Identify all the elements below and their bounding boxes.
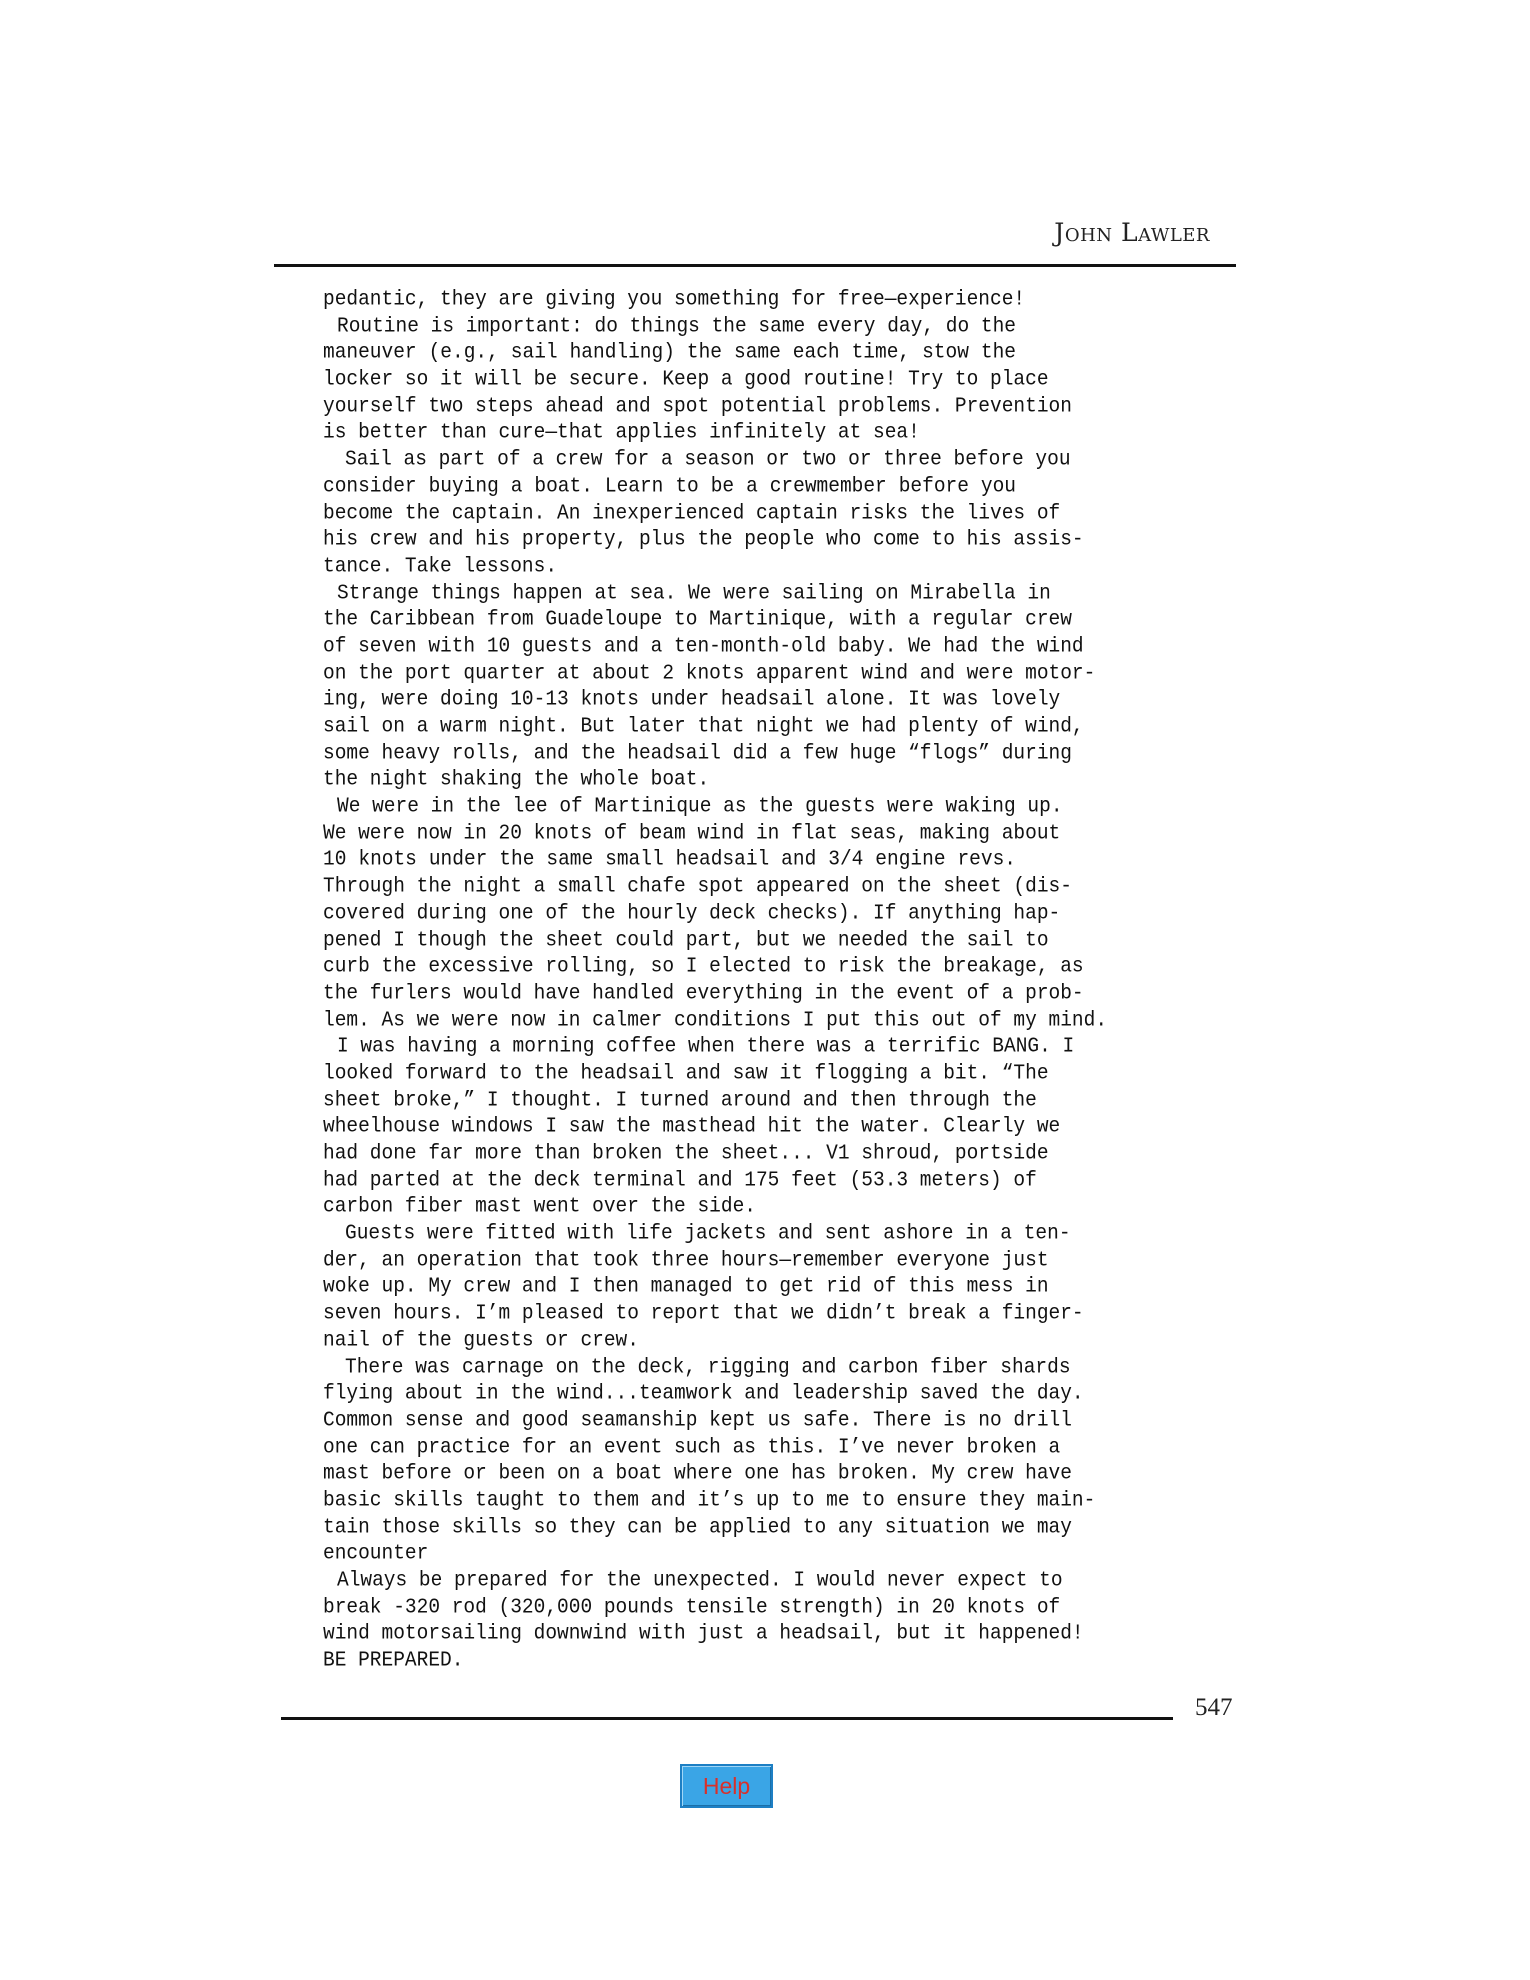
text-line: ing, were doing 10-13 knots under headsail alone. It was lovely bbox=[323, 687, 1061, 712]
text-line: of seven with 10 guests and a ten-month-old baby. We had the wind bbox=[323, 633, 1084, 659]
text-line: encounter bbox=[323, 1541, 429, 1566]
text-line: Through the night a small chafe spot appeared on the sheet (dis- bbox=[323, 873, 1072, 899]
text-line: maneuver (e.g., sail handling) the same each time, stow the bbox=[323, 340, 1016, 365]
text-line: Strange things happen at sea. We were sailing on Mirabella in bbox=[337, 580, 1051, 605]
text-line: the furlers would have handled everything in the event of a prob- bbox=[323, 980, 1084, 1005]
text-line: his crew and his property, plus the people who come to his assis- bbox=[323, 527, 1084, 552]
text-line: had done far more than broken the sheet... V1 shroud, portside bbox=[323, 1140, 1049, 1166]
text-line: is better than cure—that applies infinitely at sea! bbox=[323, 420, 920, 445]
text-line: Routine is important: do things the same every day, do the bbox=[337, 313, 1016, 338]
text-line: woke up. My crew and I then managed to get rid of this mess in bbox=[323, 1274, 1049, 1299]
text-line: We were in the lee of Martinique as the guests were waking up. bbox=[337, 793, 1063, 819]
text-line: wind motorsailing downwind with just a headsail, but it happened! bbox=[323, 1621, 1084, 1646]
text-line: Common sense and good seamanship kept us safe. There is no drill bbox=[323, 1407, 1072, 1432]
text-line: seven hours. I’m pleased to report that we didn’t break a finger- bbox=[323, 1300, 1084, 1326]
text-line: some heavy rolls, and the headsail did a few huge “flogs” during bbox=[323, 740, 1072, 765]
header-rule bbox=[274, 264, 1236, 267]
text-line: on the port quarter at about 2 knots apparent wind and were motor- bbox=[323, 660, 1096, 685]
text-line: locker so it will be secure. Keep a good routine! Try to place bbox=[323, 366, 1049, 392]
text-line: carbon fiber mast went over the side. bbox=[323, 1194, 756, 1219]
text-line: become the captain. An inexperienced captain risks the lives of bbox=[323, 500, 1061, 525]
text-line: basic skills taught to them and it’s up to me to ensure they main- bbox=[323, 1487, 1096, 1513]
text-line: sheet broke,” I thought. I turned around and then through the bbox=[323, 1087, 1037, 1112]
text-line: Guests were fitted with life jackets and sent ashore in a ten- bbox=[345, 1220, 1071, 1246]
text-line: wheelhouse windows I saw the masthead hit the water. Clearly we bbox=[323, 1114, 1061, 1139]
footer-rule bbox=[281, 1717, 1173, 1720]
text-line: one can practice for an event such as this. I’ve never broken a bbox=[323, 1434, 1061, 1459]
help-button[interactable]: Help bbox=[680, 1764, 773, 1808]
text-line: tance. Take lessons. bbox=[323, 553, 558, 578]
text-line: Sail as part of a crew for a season or two or three before you bbox=[345, 446, 1071, 472]
text-line: We were now in 20 knots of beam wind in flat seas, making about bbox=[323, 820, 1061, 845]
text-line: consider buying a boat. Learn to be a crewmember before you bbox=[323, 473, 1016, 498]
text-line: looked forward to the headsail and saw it flogging a bit. “The bbox=[323, 1060, 1049, 1086]
text-line: had parted at the deck terminal and 175 feet (53.3 meters) of bbox=[323, 1167, 1037, 1192]
text-line: nail of the guests or crew. bbox=[323, 1327, 639, 1352]
text-line: There was carnage on the deck, rigging and carbon fiber shards bbox=[345, 1354, 1071, 1379]
text-line: break -320 rod (320,000 pounds tensile strength) in 20 knots of bbox=[323, 1594, 1061, 1619]
text-line: BE PREPARED. bbox=[323, 1647, 464, 1673]
text-line: the night shaking the whole boat. bbox=[323, 767, 710, 792]
text-line: lem. As we were now in calmer conditions I put this out of my mind. bbox=[323, 1007, 1108, 1032]
text-line: tain those skills so they can be applied to any situation we may bbox=[323, 1514, 1072, 1539]
body-text bbox=[323, 286, 1108, 1674]
text-line: sail on a warm night. But later that night we had plenty of wind, bbox=[323, 713, 1084, 739]
running-head: John Lawler bbox=[1054, 218, 1210, 247]
text-line: pedantic, they are giving you something for free—experience! bbox=[323, 286, 1026, 312]
page-number: 547 bbox=[1195, 1694, 1233, 1721]
text-line: flying about in the wind...teamwork and leadership saved the day. bbox=[323, 1381, 1084, 1406]
text-line: the Caribbean from Guadeloupe to Martinique, with a regular crew bbox=[323, 607, 1072, 632]
text-line: 10 knots under the same small headsail and 3/4 engine revs. bbox=[323, 847, 1016, 872]
text-line: curb the excessive rolling, so I elected to risk the breakage, as bbox=[323, 954, 1084, 979]
text-line: covered during one of the hourly deck checks). If anything hap- bbox=[323, 900, 1061, 925]
text-line: Always be prepared for the unexpected. I would never expect to bbox=[337, 1567, 1063, 1593]
text-line: der, an operation that took three hours—remember everyone just bbox=[323, 1247, 1049, 1272]
text-line: pened I though the sheet could part, but we needed the sail to bbox=[323, 927, 1049, 952]
text-line: mast before or been on a boat where one has broken. My crew have bbox=[323, 1461, 1072, 1486]
text-line: I was having a morning coffee when there was a terrific BANG. I bbox=[337, 1034, 1075, 1059]
text-line: yourself two steps ahead and spot potential problems. Prevention bbox=[323, 393, 1072, 418]
